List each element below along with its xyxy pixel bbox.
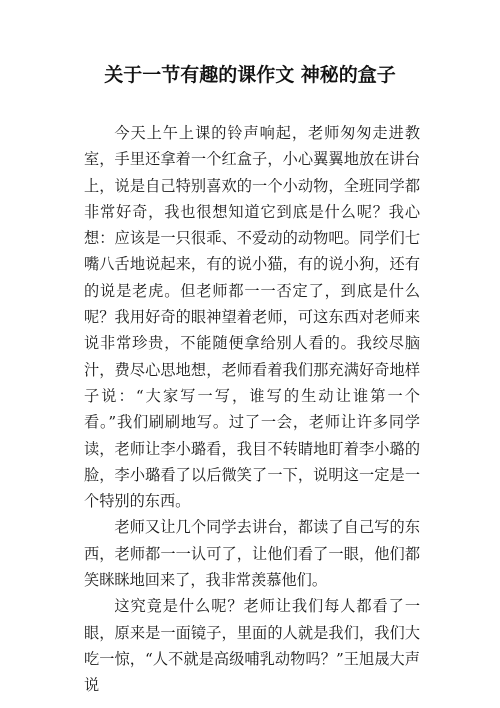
paragraph-1: 今天上午上课的铃声响起，老师匆匆走进教室，手里还拿着一个红盒子，小心翼翼地放在讲台上，说是自己特别喜欢的一个小动物，全班同学都非常好奇，我也很想知道它到底是什么呢？我心想：应该是一只很乖、不爱动的动物吧。同学们七嘴八舌地说起来，有的说小猫，有的说小狗，还有的说是老虎。但老师都一一否定了，到底是什么呢？我用好奇的眼神望着老师，可这东西对老师来说非常珍贵，不能随便拿给别人看的。我绞尽脑汁，费尽心思地想，老师看着我们那充满好奇地样子说：“大家写一写，谁写的生动让谁第一个看。”我们刷刷地写。过了一会，老师让许多同学读，老师让李小璐看，我目不转睛地盯着李小璐的脸，李小璐看了以后微笑了一下，说明这一定是一个特别的东西。 xyxy=(84,124,420,511)
paragraph-3: 这究竟是什么呢？老师让我们每人都看了一眼，原来是一面镜子，里面的人就是我们，我们大吃一惊，“人不就是高级哺乳动物吗？”王旭晟大声说 xyxy=(84,597,420,695)
document-title: 关于一节有趣的课作文 神秘的盒子 xyxy=(104,64,396,86)
paragraph-2: 老师又让几个同学去讲台，都读了自己写的东西，老师都一一认可了，让他们看了一眼，他们都笑眯眯地回来了，我非常羡慕他们。 xyxy=(84,518,420,590)
document-body xyxy=(84,120,420,699)
